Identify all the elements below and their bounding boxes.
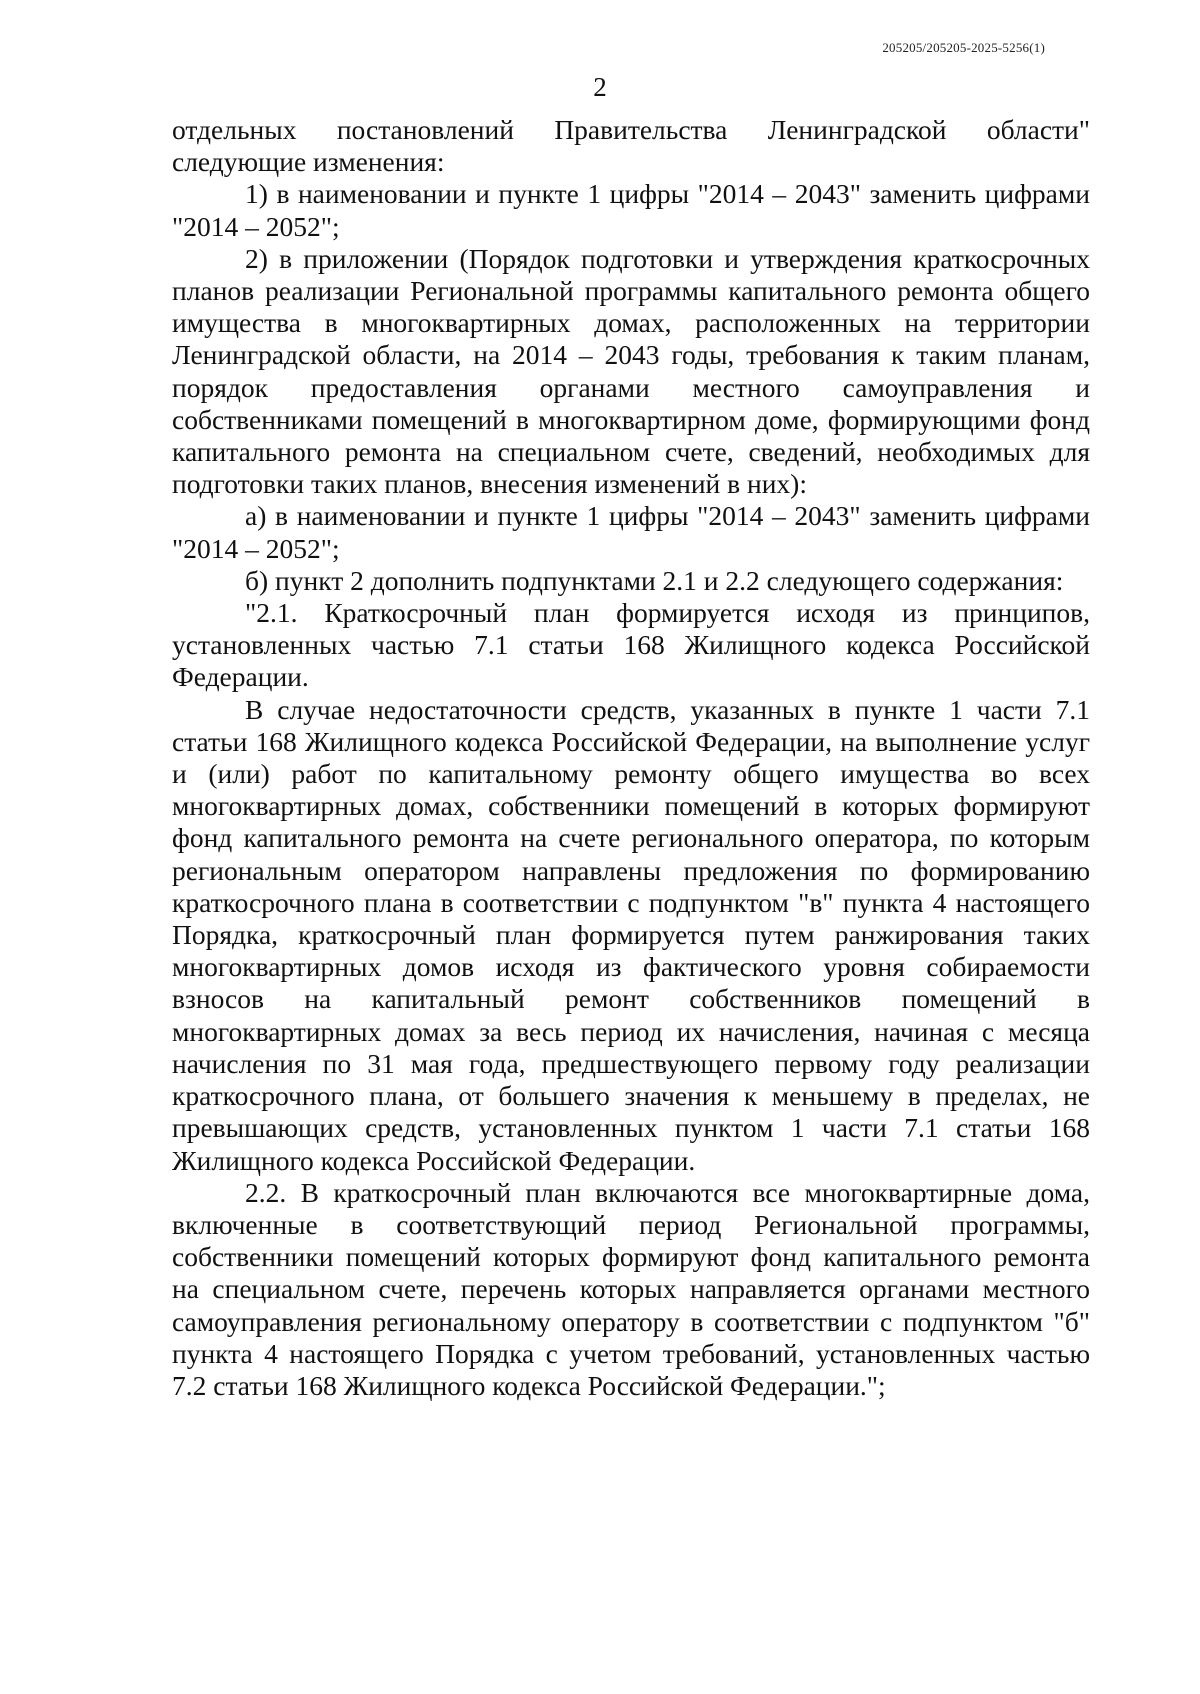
document-registration-number: 205205/205205-2025-5256(1) [882, 40, 1045, 55]
page-number: 2 [593, 72, 607, 102]
paragraph-clause-2-2: 2.2. В краткосрочный план включаются все многоквартирные дома, включенные в соответствующий период Региональной программы, собственники помещений которых формируют фонд капитального ремонта на специальном счете, перечень которых направляется органами местного самоуправления региональному оператору в соответствии с подпунктом "б" пункта 4 настоящего Порядка с учетом требований, установленных частью 7.2 статьи 168 Жилищного кодекса Российской Федерации."; [172, 1176, 1090, 1401]
paragraph-item-2: 2) в приложении (Порядок подготовки и утверждения краткосрочных планов реализации Региональной программы капитального ремонта общего имущества в многоквартирных домах, расположенных на территории Ленинградской области, на 2014 – 2043 годы, требования к таким планам, порядок предоставления органами местного самоуправления и собственниками помещений в многоквартирном доме, формирующими фонд капитального ремонта на специальном счете, сведений, необходимых для подготовки таких планов, внесения изменений в них): [172, 242, 1090, 500]
paragraph-continuation-end: следующие изменения: [172, 146, 445, 178]
paragraph-item-1: 1) в наименовании и пункте 1 цифры "2014 – 2043" заменить цифрами "2014 – 2052"; [172, 178, 1090, 242]
paragraph-subitem-b: б) пункт 2 дополнить подпунктами 2.1 и 2.2 следующего содержания: [245, 564, 1064, 596]
paragraph-clause-2-1-continued: В случае недостаточности средств, указанных в пункте 1 части 7.1 статьи 168 Жилищного кодекса Российской Федерации, на выполнение услуг и (или) работ по капитальному ремонту общего имущества во всех многоквартирных домах, собственники помещений в которых формируют фонд капитального ремонта на счете регионального оператора, по которым региональным оператором направлены предложения по формированию краткосрочного плана в соответствии с подпунктом "в" пункта 4 настоящего Порядка, краткосрочный план формируется путем ранжирования таких многоквартирных домов исходя из фактического уровня собираемости взносов на капитальный ремонт собственников помещений в многоквартирных домах за весь период их начисления, начиная с месяца начисления по 31 мая года, предшествующего первому году реализации краткосрочного плана, от большего значения к меньшему в пределах, не превышающих средств, установленных пунктом 1 части 7.1 статьи 168 Жилищного кодекса Российской Федерации. [172, 693, 1090, 1176]
paragraph-subitem-a: а) в наименовании и пункте 1 цифры "2014 – 2043" заменить цифрами "2014 – 2052"; [172, 500, 1090, 564]
paragraph-clause-2-1: "2.1. Краткосрочный план формируется исходя из принципов, установленных частью 7.1 статьи 168 Жилищного кодекса Российской Федерации. [172, 597, 1090, 693]
document-body [172, 114, 1090, 1402]
paragraph-continuation-line: отдельных постановлений Правительства Ленинградской области" [172, 114, 1090, 145]
